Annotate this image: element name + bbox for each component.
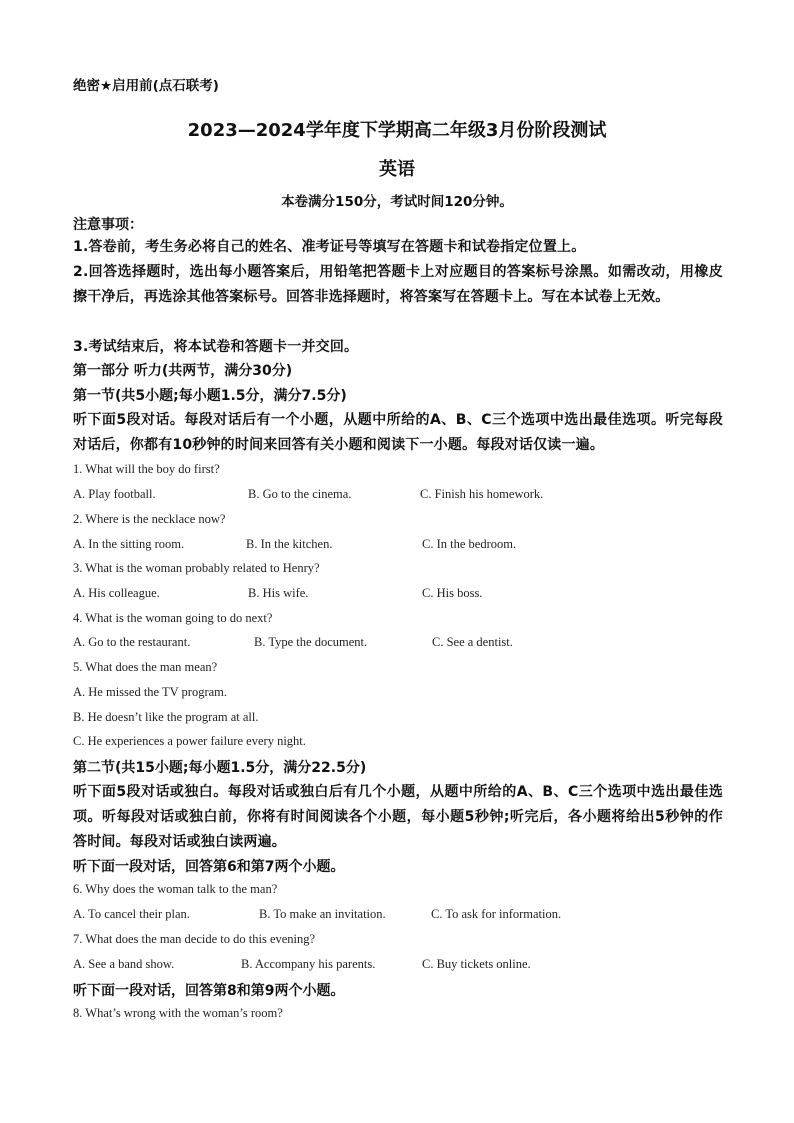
q1-option-a: A. Play football. [73,487,156,501]
question-1: 1. What will the boy do first? [73,462,220,476]
score-info: 本卷满分150分，考试时间120分钟。 [281,194,513,210]
section2-instructions: 听下面5段对话或独白。每段对话或独白后有几个小题，从题中所给的A、B、C三个选项中选出最佳选项。听每段对话或独白前，你将有时间阅读各个小题，每小题5秒钟;听完后，各小题将给出5秒钟的作答时间。每段对话或独白读两遍。 [73,784,723,850]
q1-option-c: C. Finish his homework. [420,487,544,501]
question-3: 3. What is the woman probably related to Henry? [73,561,320,575]
question-5: 5. What does the man mean? [73,660,218,674]
q4-option-a: A. Go to the restaurant. [73,635,191,649]
q6-option-c: C. To ask for information. [431,907,562,921]
q7-option-a: A. See a band show. [73,957,175,971]
section2-heading: 第二节(共15小题;每小题1.5分，满分22.5分) [73,760,367,776]
q5-option-c: C. He experiences a power failure every night. [73,734,306,748]
q7-option-b: B. Accompany his parents. [241,957,376,971]
group2-instructions: 听下面一段对话，回答第8和第9两个小题。 [73,983,345,999]
part1-heading: 第一部分 听力(共两节，满分30分) [73,363,293,379]
section1-heading: 第一节(共5小题;每小题1.5分，满分7.5分) [73,388,347,404]
q5-option-b: B. He doesn’t like the program at all. [73,710,259,724]
notice-item-1: 1.答卷前，考生务必将自己的姓名、准考证号等填写在答题卡和试卷指定位置上。 [73,239,586,255]
notice-item-2: 2.回答选择题时，选出每小题答案后，用铅笔把答题卡上对应题目的答案标号涂黑。如需改动，用橡皮擦干净后，再选涂其他答案标号。回答非选择题时，将答案写在答题卡上。写在本试卷上无效。 [73,264,723,305]
q4-option-c: C. See a dentist. [432,635,513,649]
q5-option-a: A. He missed the TV program. [73,685,228,699]
q4-option-b: B. Type the document. [254,635,368,649]
q3-option-a: A. His colleague. [73,586,160,600]
q2-option-c: C. In the bedroom. [422,537,517,551]
q1-option-b: B. Go to the cinema. [248,487,352,501]
secret-label: 绝密★启用前(点石联考) [73,78,219,94]
q2-option-b: B. In the kitchen. [246,537,333,551]
q7-option-c: C. Buy tickets online. [422,957,531,971]
subject-title: 英语 [379,159,415,180]
notice-item-3: 3.考试结束后，将本试卷和答题卡一并交回。 [73,339,359,355]
group1-instructions: 听下面一段对话，回答第6和第7两个小题。 [73,859,345,875]
exam-title: 2023—2024学年度下学期高二年级3月份阶段测试 [187,120,607,141]
question-4: 4. What is the woman going to do next? [73,611,273,625]
question-8: 8. What’s wrong with the woman’s room? [73,1006,283,1020]
section1-instructions: 听下面5段对话。每段对话后有一个小题，从题中所给的A、B、C三个选项中选出最佳选项。听完每段对话后，你都有10秒钟的时间来回答有关小题和阅读下一小题。每段对话仅读一遍。 [73,412,723,453]
q2-option-a: A. In the sitting room. [73,537,185,551]
notice-heading: 注意事项： [73,217,143,233]
q6-option-b: B. To make an invitation. [259,907,386,921]
q6-option-a: A. To cancel their plan. [73,907,190,921]
q3-option-b: B. His wife. [248,586,309,600]
question-2: 2. Where is the necklace now? [73,512,226,526]
question-7: 7. What does the man decide to do this evening? [73,932,316,946]
q3-option-c: C. His boss. [422,586,483,600]
question-6: 6. Why does the woman talk to the man? [73,882,278,896]
